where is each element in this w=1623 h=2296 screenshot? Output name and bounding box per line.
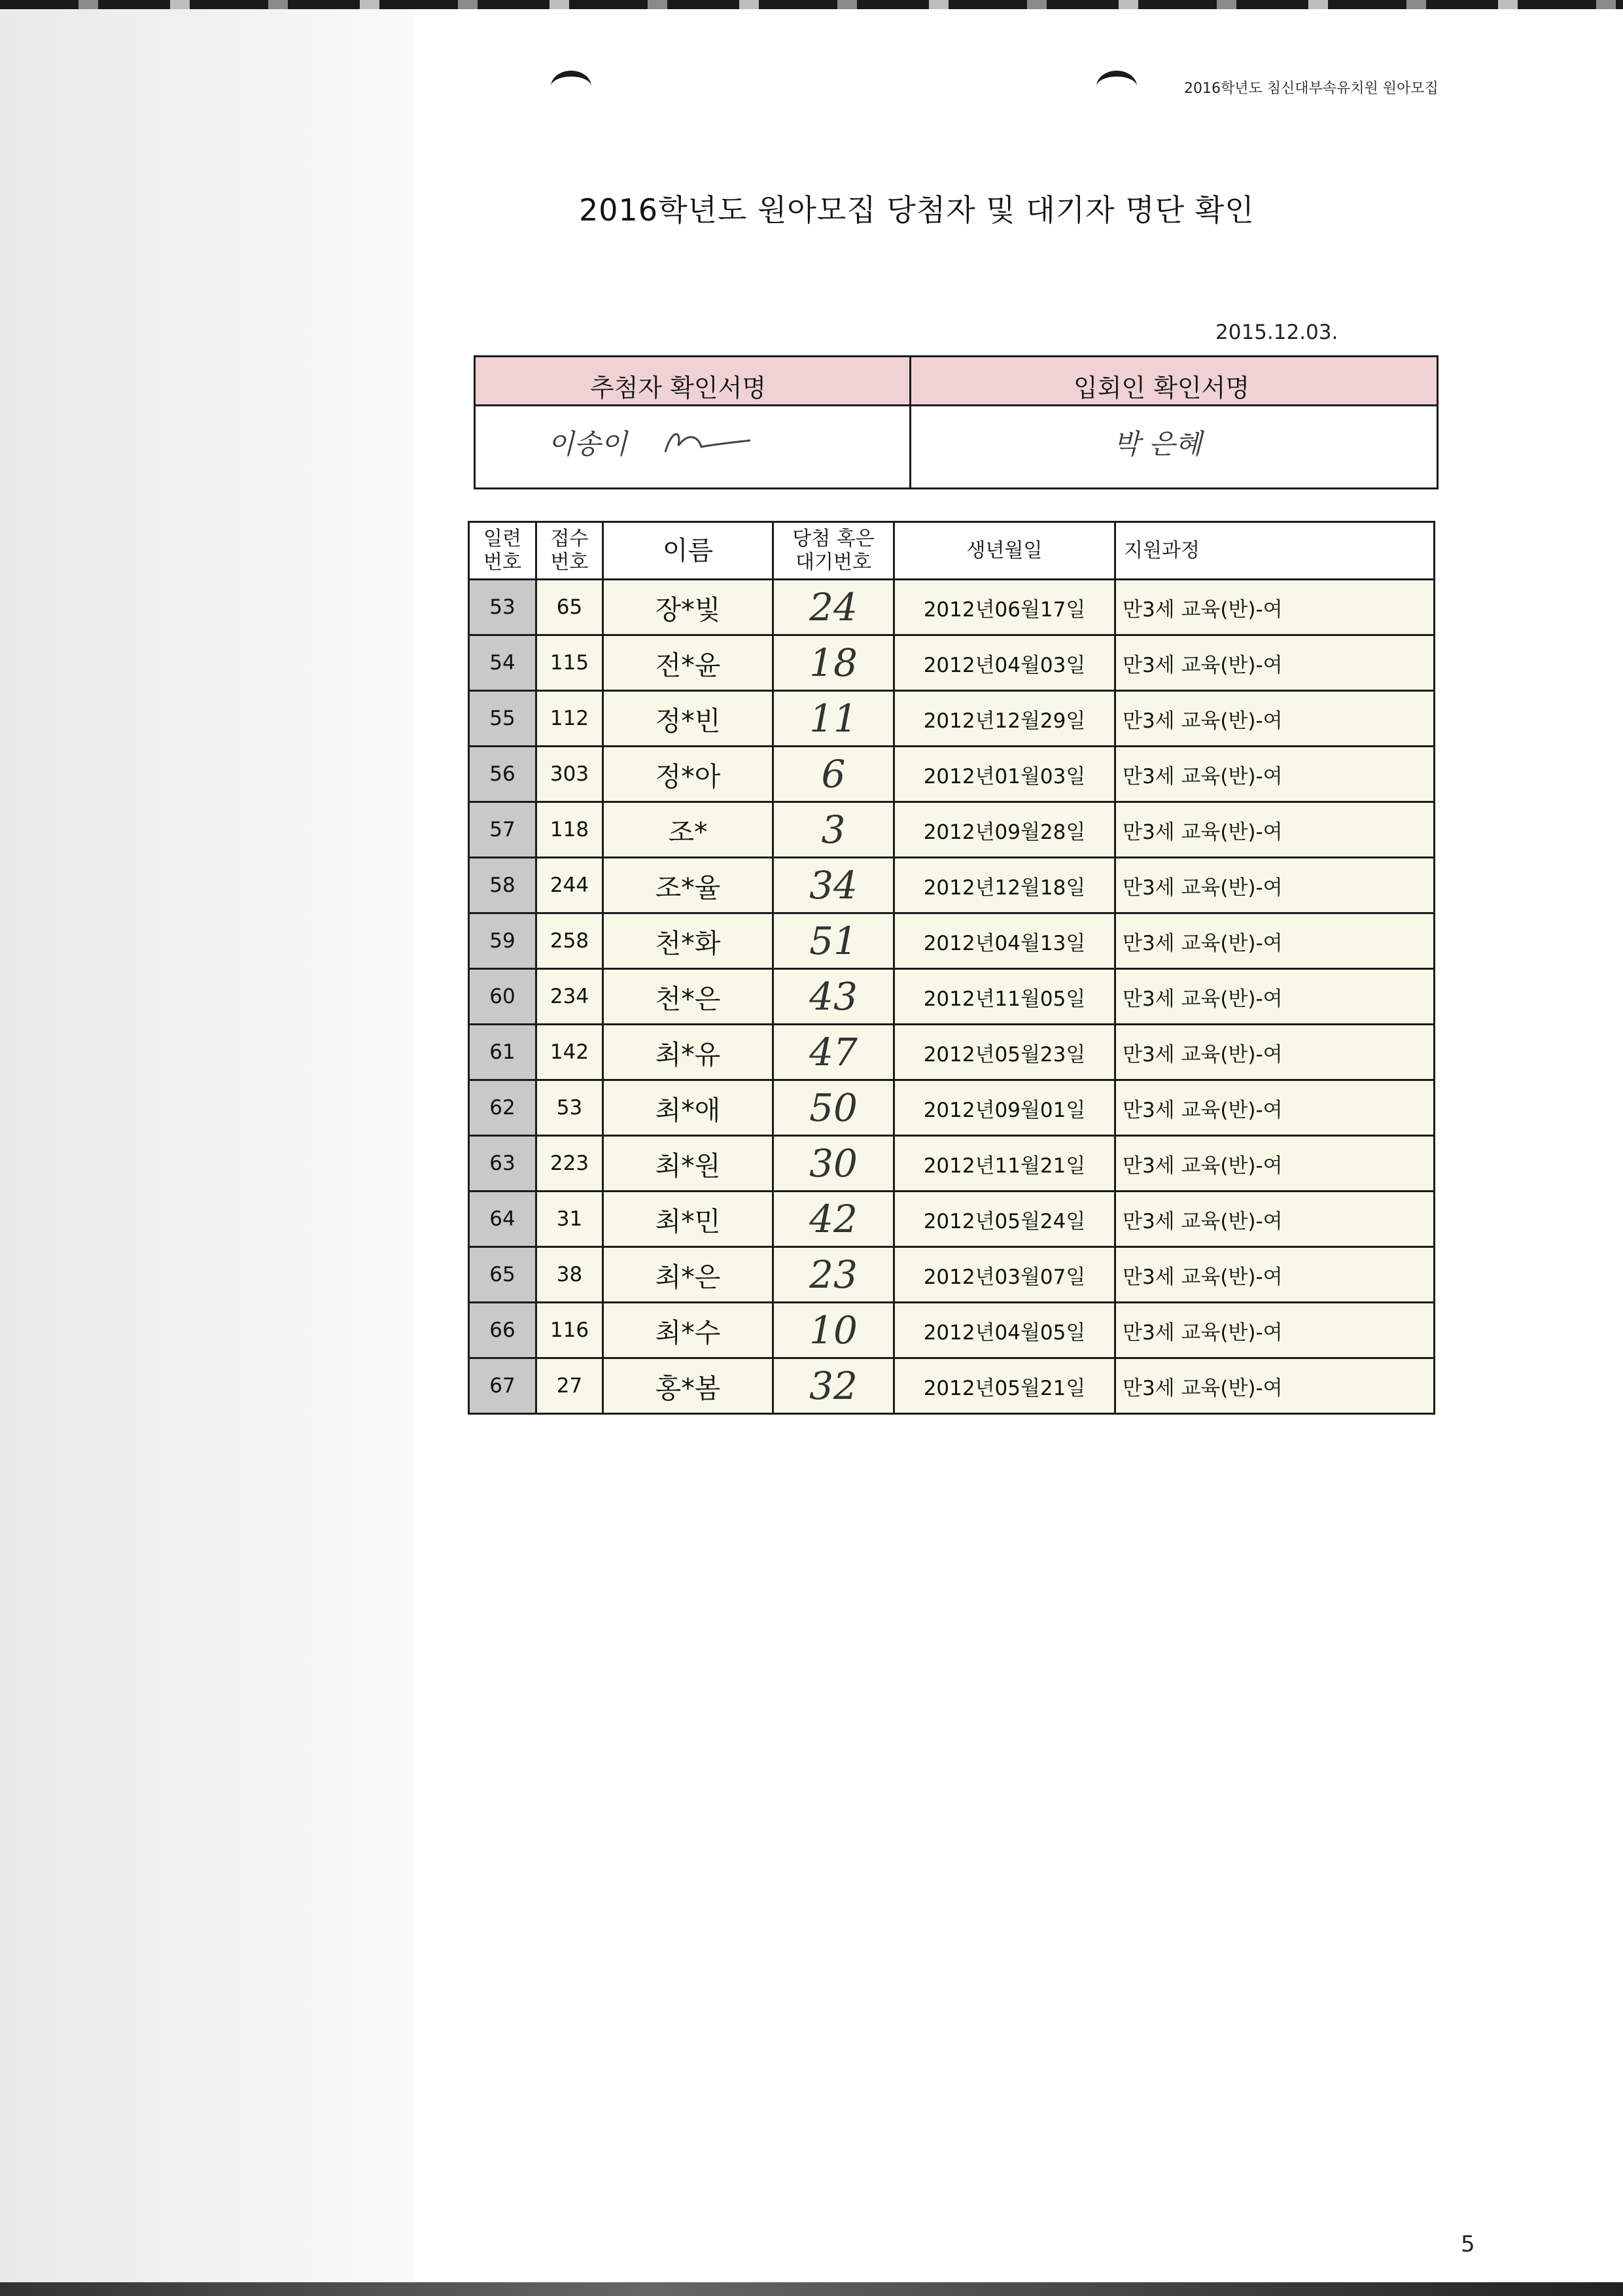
birthdate-cell: 2012년12월18일	[894, 858, 1115, 913]
name-cell: 최*원	[603, 1136, 773, 1192]
seq-cell: 63	[469, 1136, 536, 1192]
name-cell: 정*빈	[603, 691, 773, 747]
seq-cell: 61	[469, 1025, 536, 1080]
wait-number-cell: 42	[773, 1192, 894, 1247]
birthdate-cell: 2012년06월17일	[894, 580, 1115, 635]
witness-signature: 박 은혜	[1113, 428, 1202, 460]
seq-cell: 58	[469, 858, 536, 913]
scan-shadow	[0, 0, 415, 2296]
birthdate-cell: 2012년05월23일	[894, 1025, 1115, 1080]
table-row	[469, 1303, 1435, 1358]
seq-cell: 64	[469, 1192, 536, 1247]
course-cell: 만3세 교육(반)-여	[1115, 1303, 1435, 1358]
reg-cell: 27	[536, 1358, 603, 1414]
birthdate-cell: 2012년05월21일	[894, 1358, 1115, 1414]
wait-number-cell: 18	[773, 635, 894, 691]
seq-cell: 56	[469, 747, 536, 802]
course-cell: 만3세 교육(반)-여	[1115, 1358, 1435, 1414]
header-note: 2016학년도 침신대부속유치원 원아모집	[1184, 80, 1439, 97]
wait-number-cell: 32	[773, 1358, 894, 1414]
course-cell: 만3세 교육(반)-여	[1115, 747, 1435, 802]
course-cell: 만3세 교육(반)-여	[1115, 802, 1435, 858]
name-cell: 천*은	[603, 969, 773, 1025]
course-cell: 만3세 교육(반)-여	[1115, 1136, 1435, 1192]
name-cell: 조*율	[603, 858, 773, 913]
applicant-table	[468, 521, 1435, 1415]
scan-edge-bottom	[0, 2282, 1623, 2296]
course-cell: 만3세 교육(반)-여	[1115, 1247, 1435, 1303]
course-cell: 만3세 교육(반)-여	[1115, 969, 1435, 1025]
birthdate-cell: 2012년04월05일	[894, 1303, 1115, 1358]
scan-edge-top	[0, 0, 1623, 9]
table-row	[469, 1025, 1435, 1080]
col-course-header: 지원과정	[1115, 522, 1435, 580]
signature-table	[474, 355, 1439, 489]
wait-number-cell: 50	[773, 1080, 894, 1136]
seq-cell: 54	[469, 635, 536, 691]
birthdate-cell: 2012년11월05일	[894, 969, 1115, 1025]
col-wait-header: 당첨 혹은 대기번호	[773, 522, 894, 580]
seq-cell: 53	[469, 580, 536, 635]
document-title: 2016학년도 원아모집 당첨자 및 대기자 명단 확인	[579, 192, 1255, 228]
reg-cell: 116	[536, 1303, 603, 1358]
birthdate-cell: 2012년03월07일	[894, 1247, 1115, 1303]
signature-scribble	[662, 426, 754, 459]
wait-number-cell: 34	[773, 858, 894, 913]
seq-cell: 62	[469, 1080, 536, 1136]
wait-number-cell: 10	[773, 1303, 894, 1358]
seq-cell: 57	[469, 802, 536, 858]
reg-cell: 258	[536, 913, 603, 969]
page-number: 5	[1461, 2231, 1475, 2257]
reg-cell: 142	[536, 1025, 603, 1080]
table-row	[469, 1192, 1435, 1247]
table-row	[469, 1358, 1435, 1414]
reg-cell: 65	[536, 580, 603, 635]
birthdate-cell: 2012년11월21일	[894, 1136, 1115, 1192]
table-header-row	[469, 522, 1435, 580]
reg-cell: 303	[536, 747, 603, 802]
punch-hole-left	[551, 71, 591, 103]
name-cell: 장*빛	[603, 580, 773, 635]
table-row	[469, 580, 1435, 635]
table-row	[469, 1247, 1435, 1303]
name-cell: 전*윤	[603, 635, 773, 691]
signature-divider	[909, 357, 911, 487]
name-cell: 정*아	[603, 747, 773, 802]
seq-cell: 59	[469, 913, 536, 969]
document-date: 2015.12.03.	[1215, 321, 1338, 344]
wait-number-cell: 11	[773, 691, 894, 747]
wait-number-cell: 6	[773, 747, 894, 802]
reg-cell: 234	[536, 969, 603, 1025]
birthdate-cell: 2012년09월01일	[894, 1080, 1115, 1136]
course-cell: 만3세 교육(반)-여	[1115, 913, 1435, 969]
col-birth-header: 생년월일	[894, 522, 1115, 580]
table-row	[469, 1136, 1435, 1192]
col-name-header: 이름	[603, 522, 773, 580]
name-cell: 최*애	[603, 1080, 773, 1136]
birthdate-cell: 2012년09월28일	[894, 802, 1115, 858]
wait-number-cell: 47	[773, 1025, 894, 1080]
course-cell: 만3세 교육(반)-여	[1115, 635, 1435, 691]
seq-cell: 66	[469, 1303, 536, 1358]
name-cell: 천*화	[603, 913, 773, 969]
course-cell: 만3세 교육(반)-여	[1115, 1080, 1435, 1136]
name-cell: 최*은	[603, 1247, 773, 1303]
reg-cell: 31	[536, 1192, 603, 1247]
reg-cell: 244	[536, 858, 603, 913]
wait-number-cell: 24	[773, 580, 894, 635]
seq-cell: 55	[469, 691, 536, 747]
table-row	[469, 802, 1435, 858]
name-cell: 홍*봄	[603, 1358, 773, 1414]
drawer-signature: 이송이	[548, 428, 627, 460]
course-cell: 만3세 교육(반)-여	[1115, 858, 1435, 913]
course-cell: 만3세 교육(반)-여	[1115, 1025, 1435, 1080]
birthdate-cell: 2012년01월03일	[894, 747, 1115, 802]
witness-signature-label: 입회인 확인서명	[1073, 374, 1250, 402]
wait-number-cell: 43	[773, 969, 894, 1025]
wait-number-cell: 3	[773, 802, 894, 858]
name-cell: 최*유	[603, 1025, 773, 1080]
table-row	[469, 691, 1435, 747]
course-cell: 만3세 교육(반)-여	[1115, 691, 1435, 747]
seq-cell: 67	[469, 1358, 536, 1414]
reg-cell: 112	[536, 691, 603, 747]
course-cell: 만3세 교육(반)-여	[1115, 580, 1435, 635]
col-reg-header: 접수 번호	[536, 522, 603, 580]
table-row	[469, 1080, 1435, 1136]
name-cell: 조*	[603, 802, 773, 858]
birthdate-cell: 2012년05월24일	[894, 1192, 1115, 1247]
table-row	[469, 969, 1435, 1025]
seq-cell: 65	[469, 1247, 536, 1303]
course-cell: 만3세 교육(반)-여	[1115, 1192, 1435, 1247]
name-cell: 최*민	[603, 1192, 773, 1247]
reg-cell: 223	[536, 1136, 603, 1192]
table-row	[469, 747, 1435, 802]
table-row	[469, 858, 1435, 913]
punch-hole-right	[1096, 71, 1137, 103]
table-row	[469, 913, 1435, 969]
birthdate-cell: 2012년12월29일	[894, 691, 1115, 747]
reg-cell: 115	[536, 635, 603, 691]
wait-number-cell: 23	[773, 1247, 894, 1303]
reg-cell: 53	[536, 1080, 603, 1136]
name-cell: 최*수	[603, 1303, 773, 1358]
birthdate-cell: 2012년04월03일	[894, 635, 1115, 691]
drawer-signature-label: 추첨자 확인서명	[590, 374, 767, 402]
reg-cell: 118	[536, 802, 603, 858]
table-row	[469, 635, 1435, 691]
wait-number-cell: 51	[773, 913, 894, 969]
birthdate-cell: 2012년04월13일	[894, 913, 1115, 969]
seq-cell: 60	[469, 969, 536, 1025]
col-seq-header: 일련 번호	[469, 522, 536, 580]
wait-number-cell: 30	[773, 1136, 894, 1192]
reg-cell: 38	[536, 1247, 603, 1303]
